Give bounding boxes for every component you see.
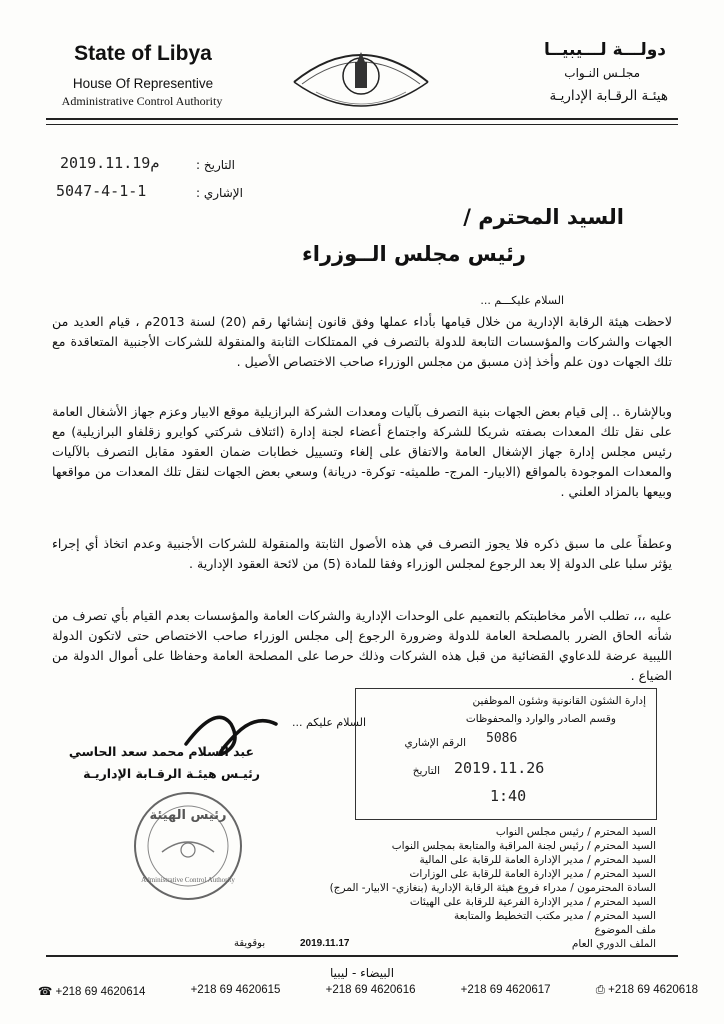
distribution-item: السيد المحترم / مدير الإدارة العامة للرقابة على الوزارات (409, 868, 656, 880)
distribution-item: السيد المحترم / رئيس مجلس النواب (495, 826, 656, 838)
authority-seal-icon (132, 790, 244, 902)
registry-stamp (355, 688, 657, 820)
registry-stamp-line1: إدارة الشئون القانونية وشئون الموظفين (472, 695, 646, 707)
date-value: 2019.11.19م (60, 154, 160, 172)
registry-stamp-line2: وقسم الصادر والوارد والمحفوظات (465, 713, 616, 725)
footer-divider (46, 955, 678, 960)
distribution-item: السيد المحترم / مدير الإدارة العامة للرقابة على المالية (419, 854, 656, 866)
phone-number: +218 69 4620617 (460, 984, 551, 996)
distribution-item: ملف الموضوع (594, 924, 656, 936)
english-state-title: State of Libya (74, 42, 212, 65)
header-divider (46, 118, 678, 125)
distribution-item: السيد المحترم / مدير مكتب التخطيط والمتابعة (454, 910, 656, 922)
registry-number-value: 5086 (486, 731, 518, 746)
distribution-item: السيد المحترم / رئيس لجنة المراقبة والمتابعة بمجلس النواب (391, 840, 656, 852)
typed-date-note: 2019.11.17 (300, 938, 350, 949)
registry-date-value: 2019.11.26 (454, 759, 545, 777)
paragraph-3: وعطفاً على ما سبق ذكره فلا يجوز التصرف في هذه الأصول الثابتة والمنقولة للشركات الأجنبية وعدم اتخاذ أي إجراء يؤثر سلبا على الدولة إلا بعد الرجوع لمجلس الوزراء وفقا للمادة (5) من لائحة العقود الإدارية . (52, 536, 672, 571)
arabic-house-line: مجلـس النـواب (564, 66, 640, 80)
arabic-state-title: دولـــة لـــيبيــا (544, 40, 666, 60)
registry-time-value: 1:40 (490, 787, 527, 805)
distribution-item: السيد المحترم / مدير الإدارة الفرعية للرقابة على الهيئات (409, 896, 656, 908)
eye-emblem-icon (286, 34, 436, 116)
paragraph-4: عليه ،،، تطلب الأمر مخاطبتكم بالتعميم على الوحدات الإدارية والشركات العامة والمؤسسات بعدم القيام بأي تصرف من شأنه الحاق الضرر بالمصلحة العامة للدولة وضرورة الرجوع إلى مجلس الوزراء صاحب الاختصاص حتى لاتكون الدولة الليبية عرضة للدعاوي القضائية من قبل هذه الشركات وذلك حرصا على المصلحة العامة وحفاظا على أموال الدولة من الضياع . (52, 608, 672, 683)
signatory-name: عبد السلام محمد سعد الحاسي (68, 744, 254, 759)
paragraph-2: وبالإشارة .. إلى قيام بعض الجهات بنية التصرف بآليات ومعدات الشركة البرازيلية موقع الابيار وعزم جهاز الأشغال العامة على نقل تلك المعدات بصفته شريكا للشركة واجتماع أعضاء لجنة إدارة (ائتلاف شركتي كوايرو زقلفاو البرازيلية) مع رئيس مجلس إدارة جهاز الإشغال العامة والاتفاق على إلغاء وتسييل خطابات ضمان العقود مقابل التصرف بالآليات والمعدات الموجودة بالمواقع (الابيار- المرج- طلميثه- توكرة- دريانة) وسعي بعض الجهات لنقل تلك المعدات من مواقعها وبيعها بالمزاد العلني . (52, 404, 672, 499)
recipient-salutation: السيد المحترم / (463, 205, 624, 229)
phone-number: +218 69 4620615 (190, 984, 281, 996)
official-round-stamp (132, 790, 244, 902)
english-authority-line: Administrative Control Authority (61, 94, 223, 108)
english-house-line: House Of Representive (72, 76, 214, 91)
typist-note: بوقويقة (234, 938, 266, 949)
phone-number: ⎙ +218 69 4620618 (595, 984, 698, 996)
signatory-title: رئيـس هيئـة الرقـابة الإداريـة (83, 766, 260, 781)
distribution-item: السادة المحترمون / مدراء فروع هيئة الرقابة الإدارية (بنغازي- الابيار- المرج) (329, 882, 656, 894)
paragraph-1: لاحظت هيئة الرقابة الإدارية من خلال قيامها بأداء عملها وفق قانون إنشائها رقم (20) لسنة 2013م ، قيام العديد من الجهات والشركات والمؤسسات التابعة للدولة بالتصرف في الممتلكات الثابتة والمنقولة للشركات الأجنبية المتعاقدة مع تلك الجهات دون علم وأخذ إذن مسبق من مجلس الوزراء صاحب الاختصاص الأصيل . (52, 314, 672, 369)
footer-phone-list (38, 984, 698, 998)
phone-number: ☎ +218 69 4620614 (38, 986, 146, 998)
reference-value: 5047-4-1-1 (56, 182, 147, 200)
reference-label: الإشاري : (196, 186, 243, 200)
authority-logo (286, 34, 436, 116)
closing-greeting: السلام عليكم ... (292, 716, 366, 729)
round-stamp-label: رئيس الهيئة (149, 808, 227, 823)
greeting: السلام عليكـــم ... (480, 294, 564, 307)
arabic-authority-line: هيئـة الرقـابة الإداريـة (549, 88, 668, 104)
registry-date-label: التاريخ (412, 765, 440, 777)
phone-number: +218 69 4620616 (325, 984, 416, 996)
registry-number-label: الرقم الإشاري (404, 737, 466, 749)
recipient-title: رئيس مجلس الــوزراء (302, 242, 526, 266)
footer-city: البيضاء - ليبيا (329, 966, 395, 980)
distribution-item: الملف الدوري العام (571, 938, 656, 950)
date-label: التاريخ : (196, 158, 236, 172)
round-stamp-ring-text: Administrative Control Authority (141, 876, 235, 884)
